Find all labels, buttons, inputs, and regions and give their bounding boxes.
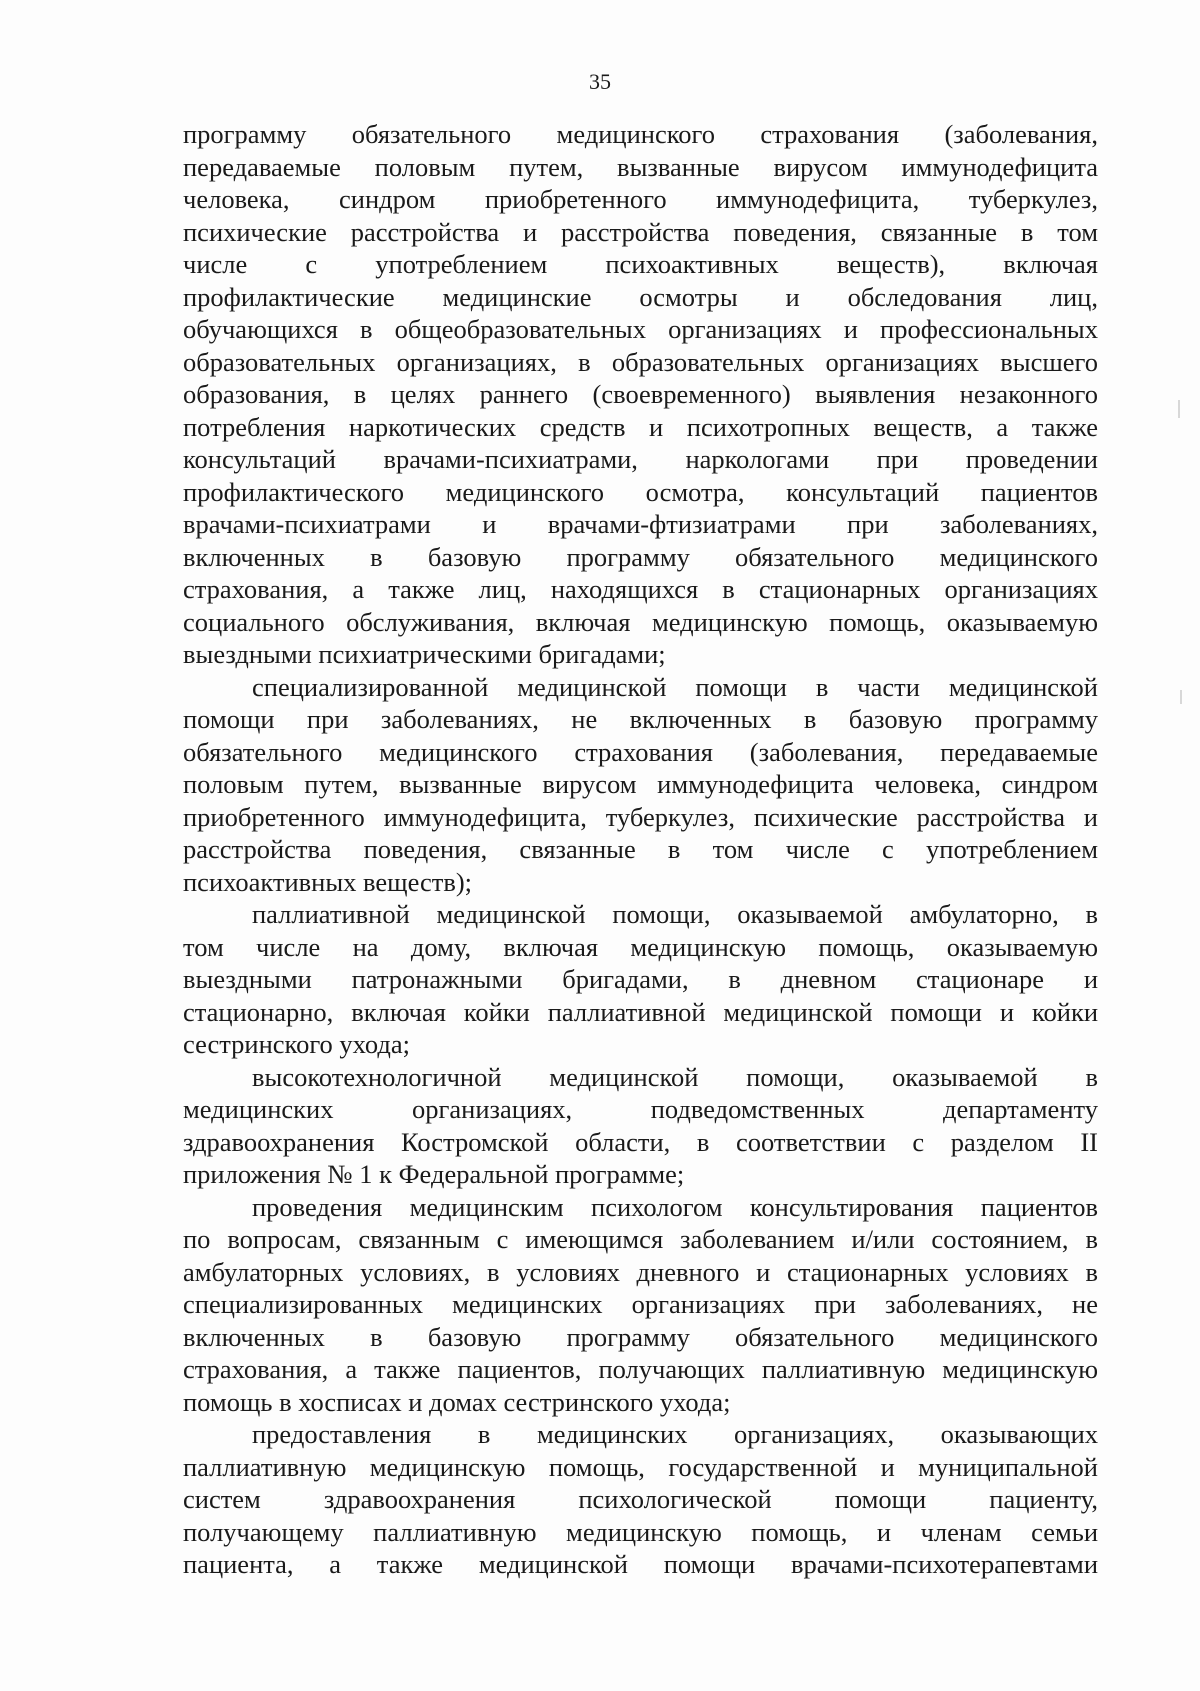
text-line: по вопросам, связанным с имеющимся заболеванием и/или состоянием, в [183,1224,1098,1254]
text-line: образования, в целях раннего (своевременного) выявления незаконного [183,379,1098,409]
text-line: включенных в базовую программу обязательного медицинского [183,541,1098,572]
paragraph [183,1418,1098,1581]
text-line: медицинских организациях, подведомственных департаменту [183,1094,1098,1124]
document-body [183,118,1098,1581]
text-line: психические расстройства и расстройства поведения, связанные в том [183,216,1098,247]
text-line: программу обязательного медицинского страхования (заболевания, [183,119,1098,149]
text-line: потребления наркотических средств и психотропных веществ, а также [183,411,1098,442]
text-line: помощь в хосписах и домах сестринского ухода; [183,1386,731,1417]
text-line: пациента, а также медицинской помощи врачами-психотерапевтами [183,1549,1098,1579]
paragraph [183,1191,1098,1419]
paragraph [183,898,1098,1061]
text-line: врачами-психиатрами и врачами-фтизиатрами при заболеваниях, [183,509,1098,539]
text-line: помощи при заболеваниях, не включенных в базовую программу [183,704,1098,734]
text-line: амбулаторных условиях, в условиях дневного и стационарных условиях в [183,1256,1098,1287]
text-line: страхования, а также лиц, находящихся в стационарных организациях [183,574,1098,604]
text-line: выездными психиатрическими бригадами; [183,639,666,669]
text-line: сестринского ухода; [183,1029,410,1059]
text-line: том числе на дому, включая медицинскую помощь, оказываемую [183,931,1098,962]
text-line: специализированных медицинских организациях при заболеваниях, не [183,1289,1098,1319]
text-line: систем здравоохранения психологической помощи пациенту, [183,1484,1098,1514]
text-line: числе с употреблением психоактивных веществ), включая [183,249,1098,279]
text-line: профилактические медицинские осмотры и обследования лиц, [183,281,1098,312]
text-line: паллиативной медицинской помощи, оказываемой амбулаторно, в [252,899,1098,929]
page-number: 35 [589,69,611,94]
text-line: здравоохранения Костромской области, в соответствии с разделом II [183,1126,1098,1157]
text-line: консультаций врачами-психиатрами, наркологами при проведении [183,444,1098,474]
text-line: паллиативную медицинскую помощь, государственной и муниципальной [183,1451,1098,1482]
text-line: специализированной медицинской помощи в части медицинской [252,671,1098,702]
text-line: социального обслуживания, включая медицинскую помощь, оказываемую [183,606,1098,637]
text-line: обязательного медицинского страхования (заболевания, передаваемые [183,736,1098,767]
text-line: высокотехнологичной медицинской помощи, оказываемой в [252,1061,1098,1092]
text-line: профилактического медицинского осмотра, консультаций пациентов [183,476,1098,507]
scan-artifact [1180,690,1182,704]
text-line: приобретенного иммунодефицита, туберкулез, психические расстройства и [183,801,1098,832]
text-line: проведения медицинским психологом консультирования пациентов [252,1191,1098,1222]
paragraph [183,1061,1098,1191]
text-line: включенных в базовую программу обязательного медицинского [183,1321,1098,1352]
text-line: получающему паллиативную медицинскую помощь, и членам семьи [183,1516,1098,1547]
text-line: передаваемые половым путем, вызванные вирусом иммунодефицита [183,151,1098,182]
text-line: психоактивных веществ); [183,866,473,897]
paragraph [183,118,1098,671]
paragraph [183,671,1098,899]
text-line: человека, синдром приобретенного иммунодефицита, туберкулез, [183,184,1098,214]
text-line: предоставления в медицинских организациях, оказывающих [252,1419,1098,1449]
text-line: расстройства поведения, связанные в том числе с употреблением [183,834,1098,864]
text-line: половым путем, вызванные вирусом иммунодефицита человека, синдром [183,769,1098,799]
text-line: обучающихся в общеобразовательных организациях и профессиональных [183,314,1098,344]
text-line: стационарно, включая койки паллиативной медицинской помощи и койки [183,996,1098,1027]
text-line: образовательных организациях, в образовательных организациях высшего [183,346,1098,377]
scan-artifact [1178,400,1180,418]
text-line: страхования, а также пациентов, получающих паллиативную медицинскую [183,1354,1098,1384]
text-line: выездными патронажными бригадами, в дневном стационаре и [183,964,1098,994]
text-line: приложения № 1 к Федеральной программе; [183,1159,685,1189]
